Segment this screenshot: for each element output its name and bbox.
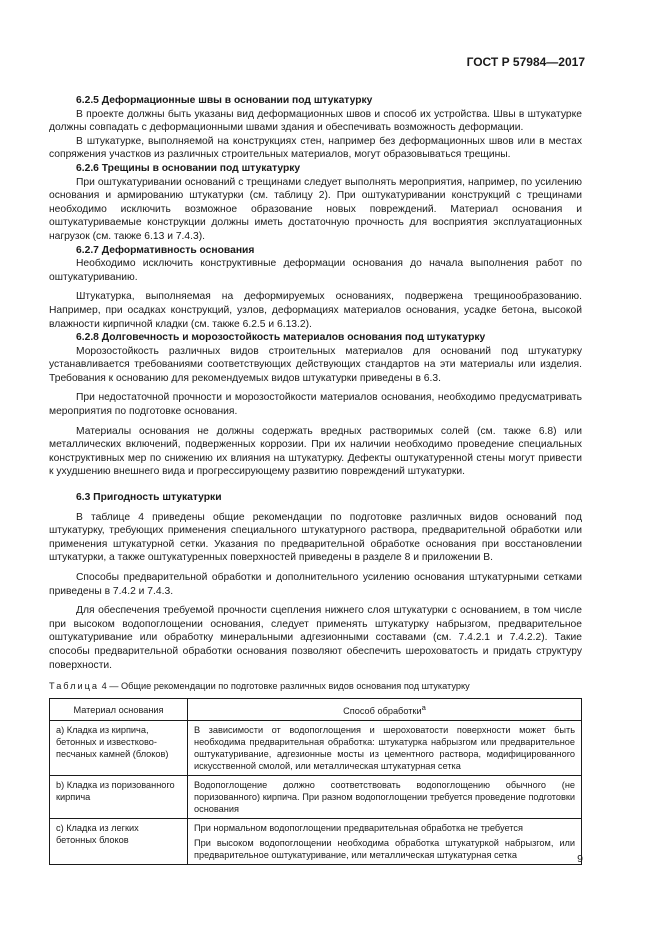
column-header-material: Материал основания (50, 699, 188, 721)
section-6-2-7-heading: 6.2.7 Деформативность основания (76, 244, 255, 256)
section-6-3-paragraph-2: Способы предварительной обработки и дополнительного усилению основания штукатурными сетками приведены в 7.4.2 и 7.4.3. (49, 572, 582, 597)
section-6-2-8-paragraph-2: При недостаточной прочности и морозостойкости материалов основания, необходимо предусматривать мероприятия по подготовке основания. (49, 392, 582, 418)
table-4 (49, 698, 582, 865)
table-row (50, 721, 582, 776)
footnote-marker: a (421, 703, 426, 713)
section-6-2-7-paragraph-2: Штукатурка, выполняемая на деформируемых основаниях, подвержена трещинообразованию. Например, при осадках конструкций, узлов, деформациях материалов основания, усадке бетона, высокой влажности кирпичной кладки (см. также 6.2.5 и 6.13.2). (49, 291, 582, 330)
method-cell (188, 776, 582, 819)
table-caption-text: 4 — Общие рекомендации по подготовке различных видов основания под штукатурку (101, 681, 470, 692)
table-row (50, 819, 582, 865)
method-text: Водопоглощение должно соответствовать водопоглощению обычного (не поризованного) кирпича. При разном водопоглощении требуется проведение подготовки основания (194, 780, 575, 815)
method-cell (188, 721, 582, 776)
section-6-2-5-paragraph-1: В проекте должны быть указаны вид деформационных швов и способ их устройства. Швы в штукатурке должны совпадать с деформационными швами здания и обеспечивать возможность деформации. (49, 108, 582, 134)
material-cell: b) Кладка из поризованного кирпича (50, 776, 188, 819)
section-6-2-6-heading: 6.2.6 Трещины в основании под штукатурку (76, 162, 301, 174)
section-6-2-5-paragraph-2: В штукатурке, выполняемой на конструкциях стен, например без деформационных швов или в местах сопряжения участков из различных строительных материалов, могут образовываться трещины. (49, 135, 582, 161)
section-6-2-6-paragraph-1: При оштукатуривании оснований с трещинами следует выполнять мероприятия, например, по усилению основания и армированию штукатурки (см. таблицу 2). При оштукатуривании конструкций с трещинами необходимо исключить возможное образование новых повреждений. Материал основания и оштукатуриваемые конструкции должны иметь достаточную прочность для восприятия эксплуатационных нагрузок (см. также 6.13 и 7.4.3). (49, 176, 582, 242)
section-6-2-8-paragraph-1: Морозостойкость различных видов строительных материалов для оснований под штукатурку устанавливается требованиями соответствующих действующих стандартов на эти материалы или изделия. Требования к основанию для рекомендуемых видов штукатурки приведены в 6.3. (49, 345, 582, 384)
method-cell (188, 819, 582, 865)
section-6-3-heading: 6.3 Пригодность штукатурки (76, 492, 222, 504)
table-caption-label: Таблица (49, 681, 100, 692)
method-text: При высоком водопоглощении необходима обработка штукатуркой набрызгом, или предварительное оштукатуривание, или металлическая штукатурная сетка (194, 838, 575, 861)
column-header-method (188, 699, 582, 721)
table-4-caption (49, 680, 582, 692)
method-text: В зависимости от водопоглощения и шероховатости поверхности может быть необходима предварительная обработка: штукатурка набрызгом или предварительное оштукатуривание, адгезионные мосты из цементного раствора, модифицированного искусственной смолой, или металлическая штукатурная сетка (194, 725, 575, 772)
material-cell: а) Кладка из кирпича, бетонных и известково-песчаных камней (блоков) (50, 721, 188, 776)
document-body (49, 94, 582, 865)
table-header-row (50, 699, 582, 721)
page-number: 9 (577, 853, 583, 865)
material-cell: c) Кладка из легких бетонных блоков (50, 819, 188, 865)
section-6-2-8-paragraph-3: Материалы основания не должны содержать вредных растворимых солей (см. также 6.8) или металлических включений, подверженных коррозии. При их наличии необходимо проведение специальных конструктивных мер по снижению их влияния на штукатурку. Дефекты оштукатуренной стены могут привести к ухудшению внешнего вида и прогрессирующему развитию повреждений штукатурки. (49, 425, 582, 478)
section-6-3-paragraph-1: В таблице 4 приведены общие рекомендации по подготовке различных видов оснований под штукатурку, требующих применения специального штукатурного раствора, предварительной обработки или применения штукатурной сетки. Указания по предварительной обработке основания при восстановлении штукатурки, а также оштукатуренных поверхностей приведены в разделе 8 и приложении В. (49, 511, 582, 564)
column-header-method-text: Способ обработки (343, 706, 422, 717)
section-6-2-8-heading: 6.2.8 Долговечность и морозостойкость материалов основания под штукатурку (76, 332, 486, 344)
method-text: При нормальном водопоглощении предварительная обработка не требуется (194, 823, 523, 834)
section-6-3-paragraph-3: Для обеспечения требуемой прочности сцепления нижнего слоя штукатурки с основанием, в том числе при высоком водопоглощении основания, следует применять штукатурку набрызгом, предварительное оштукатуривание или обработку минеральными адгезионными составами (см. 7.4.2.1 и 7.4.2.2). Такие способы предварительной обработки основания позволяют обеспечить шероховатость и придать структуру поверхности. (49, 605, 582, 671)
table-row (50, 776, 582, 819)
standard-code-header: ГОСТ Р 57984—2017 (466, 55, 585, 69)
section-6-2-5-heading: 6.2.5 Деформационные швы в основании под штукатурку (76, 95, 373, 106)
section-6-2-7-paragraph-1: Необходимо исключить конструктивные деформации основания до начала выполнения работ по оштукатуриванию. (49, 258, 582, 283)
